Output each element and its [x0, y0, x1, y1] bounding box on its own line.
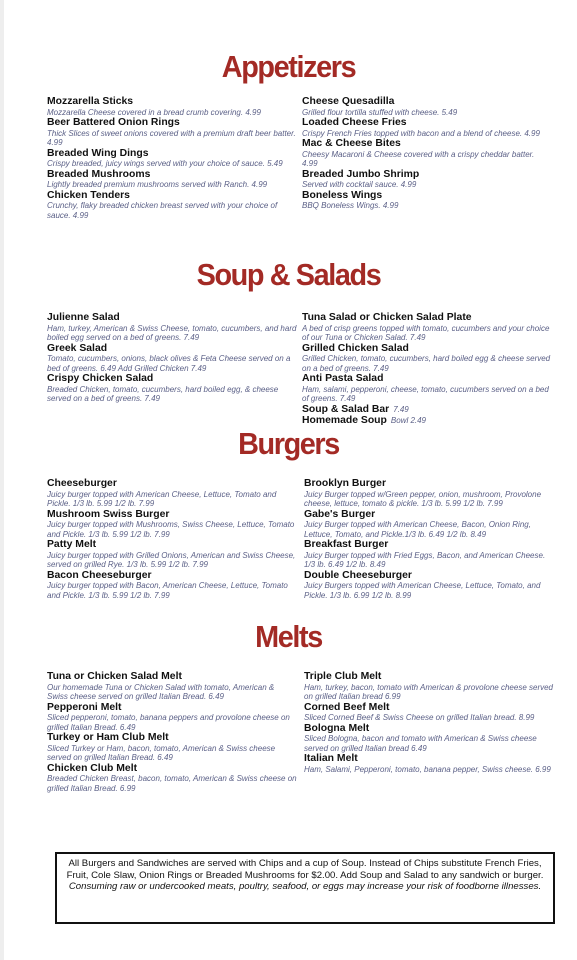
menu-item-name-text: Breaded Wing Dings	[47, 147, 149, 159]
menu-item-description: Crispy breaded, juicy wings served with your choice of sauce. 5.49	[47, 159, 283, 168]
menu-item-name-text: Corned Beef Melt	[304, 701, 390, 713]
menu-item-description: Mozzarella Cheese covered in a bread crumb covering. 4.99	[47, 107, 261, 117]
menu-item-description: Ham, turkey, bacon, tomato with American & provolone cheese served on grilled Italian bread 6.99	[304, 682, 554, 701]
menu-item-description: Sliced Turkey or Ham, bacon, tomato, American & Swiss cheese served on grilled Italian Bread. 6.49	[47, 743, 276, 762]
menu-item-name-text: Patty Melt	[47, 539, 97, 550]
menu-item-name	[47, 763, 297, 775]
menu-item-name	[47, 117, 297, 129]
footer-notice-box	[55, 852, 555, 924]
menu-item	[304, 539, 554, 570]
menu-item	[47, 96, 297, 117]
menu-item	[304, 478, 554, 509]
menu-item-name	[47, 702, 297, 714]
menu-item-name	[304, 753, 554, 765]
melts-left-column	[47, 671, 297, 793]
menu-item-description: Juicy Burger topped w/Green pepper, onion, mushroom, Provolone cheese, lettuce, tomato & pickle. 1/3 lb. 5.99 1/2 lb. 7.99	[304, 489, 542, 508]
menu-item-name	[47, 671, 297, 683]
menu-item-name	[47, 478, 297, 490]
menu-item	[47, 169, 297, 190]
menu-item	[47, 763, 297, 794]
menu-item	[304, 702, 554, 723]
menu-item-description: Tomato, cucumbers, onions, black olives & Feta Cheese served on a bed of greens. 6.49 Add Grilled Chicken 7.49	[47, 354, 291, 373]
menu-item-description: Ham, Salami, Pepperoni, tomato, banana pepper, Swiss cheese. 6.99	[304, 764, 551, 774]
appetizers-heading: Appetizers	[221, 49, 356, 84]
menu-item	[302, 343, 552, 374]
menu-item	[304, 509, 554, 540]
menu-item-name-text: Mozzarella Sticks	[47, 96, 134, 107]
menu-item-description: Juicy Burger topped with American Cheese, Bacon, Onion Ring, Lettuce, Tomato, and Pickle.1/3 lb. 6.49 1/2 lb. 8.49	[304, 520, 531, 539]
menu-item-name	[304, 509, 554, 521]
menu-item-name-text: Turkey or Ham Club Melt	[47, 732, 169, 743]
menu-item-description: A bed of crisp greens topped with tomato, cucumbers and your choice of our Tuna or Chicken Salad. 7.49	[302, 323, 550, 342]
menu-item-name	[304, 671, 554, 683]
menu-item	[302, 190, 552, 211]
menu-item	[47, 509, 297, 540]
menu-item-description: Lightly breaded premium mushrooms served with Ranch. 4.99	[47, 180, 268, 189]
menu-item-name-text: Beer Battered Onion Rings	[47, 117, 180, 128]
appetizers-left-column	[47, 96, 297, 220]
menu-item-description: Cheesy Macaroni & Cheese covered with a crispy cheddar batter. 4.99	[302, 149, 535, 168]
menu-item-description: Sliced Corned Beef & Swiss Cheese on grilled Italian bread. 8.99	[304, 713, 535, 722]
menu-item-name-text: Triple Club Melt	[304, 671, 382, 682]
menu-item-name-text: Bacon Cheeseburger	[47, 569, 152, 581]
menu-item-name	[302, 117, 552, 129]
menu-item-name-text: Double Cheeseburger	[304, 569, 412, 581]
menu-item-description: Ham, salami, pepperoni, cheese, tomato, cucumbers served on a bed of greens. 7.49	[302, 384, 549, 403]
menu-item-name-text: Chicken Tenders	[47, 189, 130, 201]
menu-item-name-text: Mac & Cheese Bites	[302, 138, 401, 149]
menu-item-name-text: Mushroom Swiss Burger	[47, 508, 170, 520]
menu-item-name	[302, 96, 552, 108]
page-edge	[0, 0, 4, 960]
menu-item-description: Juicy Burgers topped with American Cheese, Lettuce, Tomato, and Pickle. 1/3 lb. 6.99 1/2 lb. 8.99	[304, 581, 541, 600]
menu-item-name	[47, 509, 297, 521]
menu-item	[304, 570, 554, 601]
menu-item-description: Sliced Bologna, bacon and tomato with American & Swiss cheese served on grilled Italian bread 6.49	[304, 734, 537, 753]
menu-item	[47, 478, 297, 509]
menu-item-description: Juicy burger topped with Grilled Onions, American and Swiss Cheese, served on grilled Rye. 1/3 lb. 5.99 1/2 lb. 7.99	[47, 550, 296, 569]
menu-item	[304, 723, 554, 754]
menu-item-name	[302, 190, 552, 202]
menu-item-name-text: Cheeseburger	[47, 478, 117, 489]
menu-item-name-text: Brooklyn Burger	[304, 478, 386, 489]
menu-item	[47, 671, 297, 702]
menu-item	[47, 732, 297, 763]
menu-item	[47, 343, 297, 374]
soup-salads-heading: Soup & Salads	[196, 257, 381, 292]
menu-item-name-text: Anti Pasta Salad	[302, 373, 384, 384]
menu-item-description: Juicy Burger topped with Fried Eggs, Bacon, and American Cheese. 1/3 lb. 6.49 1/2 lb. 8.49	[304, 550, 546, 569]
menu-item	[302, 415, 552, 427]
menu-item	[47, 702, 297, 733]
burgers-left-column	[47, 478, 297, 600]
menu-item-name	[302, 169, 552, 181]
menu-item	[302, 312, 552, 343]
menu-item-name-text: Chicken Club Melt	[47, 762, 138, 774]
menu-item-description: Grilled Chicken, tomato, cucumbers, hard boiled egg & cheese served on a bed of greens. 7.49	[302, 354, 551, 373]
menu-item-name-text: Breaded Jumbo Shrimp	[302, 168, 420, 180]
menu-item-name	[47, 190, 297, 202]
menu-item-name-text: Cheese Quesadilla	[302, 96, 395, 107]
menu-item-name-text: Julienne Salad	[47, 312, 120, 323]
menu-item-name-text: Crispy Chicken Salad	[47, 373, 154, 384]
menu-item-description: Crispy French Fries topped with bacon and a blend of cheese. 4.99	[302, 128, 540, 138]
menu-item	[302, 169, 552, 190]
menu-item-name	[47, 312, 297, 324]
menu-item-name-text: Tuna or Chicken Salad Melt	[47, 671, 182, 682]
menu-item	[47, 373, 297, 404]
menu-item-price: Bowl 2.49	[390, 416, 427, 425]
menu-item	[47, 539, 297, 570]
menu-item-description: Ham, turkey, American & Swiss Cheese, tomato, cucumbers, and hard boiled egg served on a bed of greens. 7.49	[47, 323, 297, 342]
menu-item-name	[304, 570, 554, 582]
menu-item	[302, 373, 552, 404]
menu-item-name	[47, 539, 297, 551]
soup-salads-left-column	[47, 312, 297, 404]
menu-item	[47, 117, 297, 148]
menu-item-name-text: Soup & Salad Bar	[302, 403, 390, 415]
menu-item-description: Breaded Chicken, tomato, cucumbers, hard boiled egg, & cheese served on a bed of greens. 7.49	[47, 384, 279, 403]
menu-item-description: Breaded Chicken Breast, bacon, tomato, American & Swiss cheese on grilled Italian Bread. 6.99	[47, 774, 297, 793]
menu-item-description: Crunchy, flaky breaded chicken breast served with your choice of sauce. 4.99	[47, 201, 278, 220]
menu-item-description: Thick Slices of sweet onions covered with a premium draft beer batter. 4.99	[47, 128, 296, 147]
soup-salads-right-column	[302, 312, 552, 427]
menu-item-description: Grilled flour tortilla stuffed with cheese. 5.49	[302, 107, 458, 117]
menu-item-name-text: Breakfast Burger	[304, 539, 389, 550]
menu-item	[47, 570, 297, 601]
menu-item-description: Juicy burger topped with Mushrooms, Swiss Cheese, Lettuce, Tomato and Pickle. 1/3 lb. 5.99 1/2 lb. 7.99	[47, 520, 295, 539]
menu-item-description: Our homemade Tuna or Chicken Salad with tomato, American & Swiss cheese served on grilled Italian Bread. 6.49	[47, 682, 275, 701]
burgers-right-column	[304, 478, 554, 600]
menu-item-name	[304, 478, 554, 490]
menu-item-name-text: Gabe's Burger	[304, 508, 376, 520]
menu-item-name-text: Bologna Melt	[304, 722, 370, 734]
menu-item-name	[304, 702, 554, 714]
menu-item	[302, 404, 552, 416]
menu-item-name	[47, 570, 297, 582]
melts-heading: Melts	[255, 619, 322, 654]
menu-item-name-text: Italian Melt	[304, 753, 358, 764]
menu-item	[47, 190, 297, 221]
menu-item	[302, 117, 552, 138]
menu-item-description: Juicy burger topped with Bacon, American Cheese, Lettuce, Tomato and Pickle. 1/3 lb. 5.99 1/2 lb. 7.99	[47, 581, 288, 600]
menu-item	[304, 753, 554, 774]
menu-item-name-text: Breaded Mushrooms	[47, 168, 151, 180]
menu-item-price: 7.49	[393, 404, 409, 414]
menu-item	[302, 138, 552, 169]
menu-item-name	[302, 138, 552, 150]
menu-item-name	[304, 723, 554, 735]
menu-item	[47, 312, 297, 343]
appetizers-right-column	[302, 96, 552, 211]
melts-right-column	[304, 671, 554, 774]
menu-item-name-text: Homemade Soup	[302, 415, 387, 426]
menu-item-description: Juicy burger topped with American Cheese, Lettuce, Tomato and Pickle. 1/3 lb. 5.99 1/2 lb. 7.99	[47, 489, 277, 508]
footer-sides-text: All Burgers and Sandwiches are served with Chips and a cup of Soup. Instead of Chips substitute French Fries, Fruit, Cole Slaw, Onion Rings or Breaded Mushrooms for $2.00. Add Soup and Salad to any sandwich or burger.	[66, 858, 544, 881]
menu-item-name	[302, 343, 552, 355]
menu-item	[47, 148, 297, 169]
menu-item-name	[302, 415, 552, 427]
menu-item-name-text: Grilled Chicken Salad	[302, 342, 409, 354]
menu-item-description: Served with cocktail sauce. 4.99	[302, 180, 417, 189]
menu-item-name	[302, 373, 552, 385]
menu-item-name	[47, 148, 297, 160]
menu-item	[304, 671, 554, 702]
burgers-heading: Burgers	[238, 426, 339, 461]
menu-item-name-text: Boneless Wings	[302, 189, 383, 201]
menu-item-name-text: Tuna Salad or Chicken Salad Plate	[302, 312, 472, 323]
menu-item-description: Sliced pepperoni, tomato, banana peppers and provolone cheese on grilled Italian Bread. 6.49	[47, 713, 290, 732]
menu-item-name	[47, 169, 297, 181]
menu-item-name	[304, 539, 554, 551]
menu-item-name	[47, 373, 297, 385]
menu-item	[302, 96, 552, 117]
menu-item-name	[302, 404, 552, 416]
menu-item-name	[47, 732, 297, 744]
menu-item-name	[47, 96, 297, 108]
menu-item-name-text: Pepperoni Melt	[47, 701, 122, 713]
menu-item-description: BBQ Boneless Wings. 4.99	[302, 201, 399, 210]
food-safety-note: Consuming raw or undercooked meats, poultry, seafood, or eggs may increase your risk of foodborne illnesses.	[68, 881, 542, 892]
menu-item-name	[47, 343, 297, 355]
menu-item-name	[302, 312, 552, 324]
menu-item-name-text: Loaded Cheese Fries	[302, 117, 407, 128]
menu-item-name-text: Greek Salad	[47, 342, 108, 354]
